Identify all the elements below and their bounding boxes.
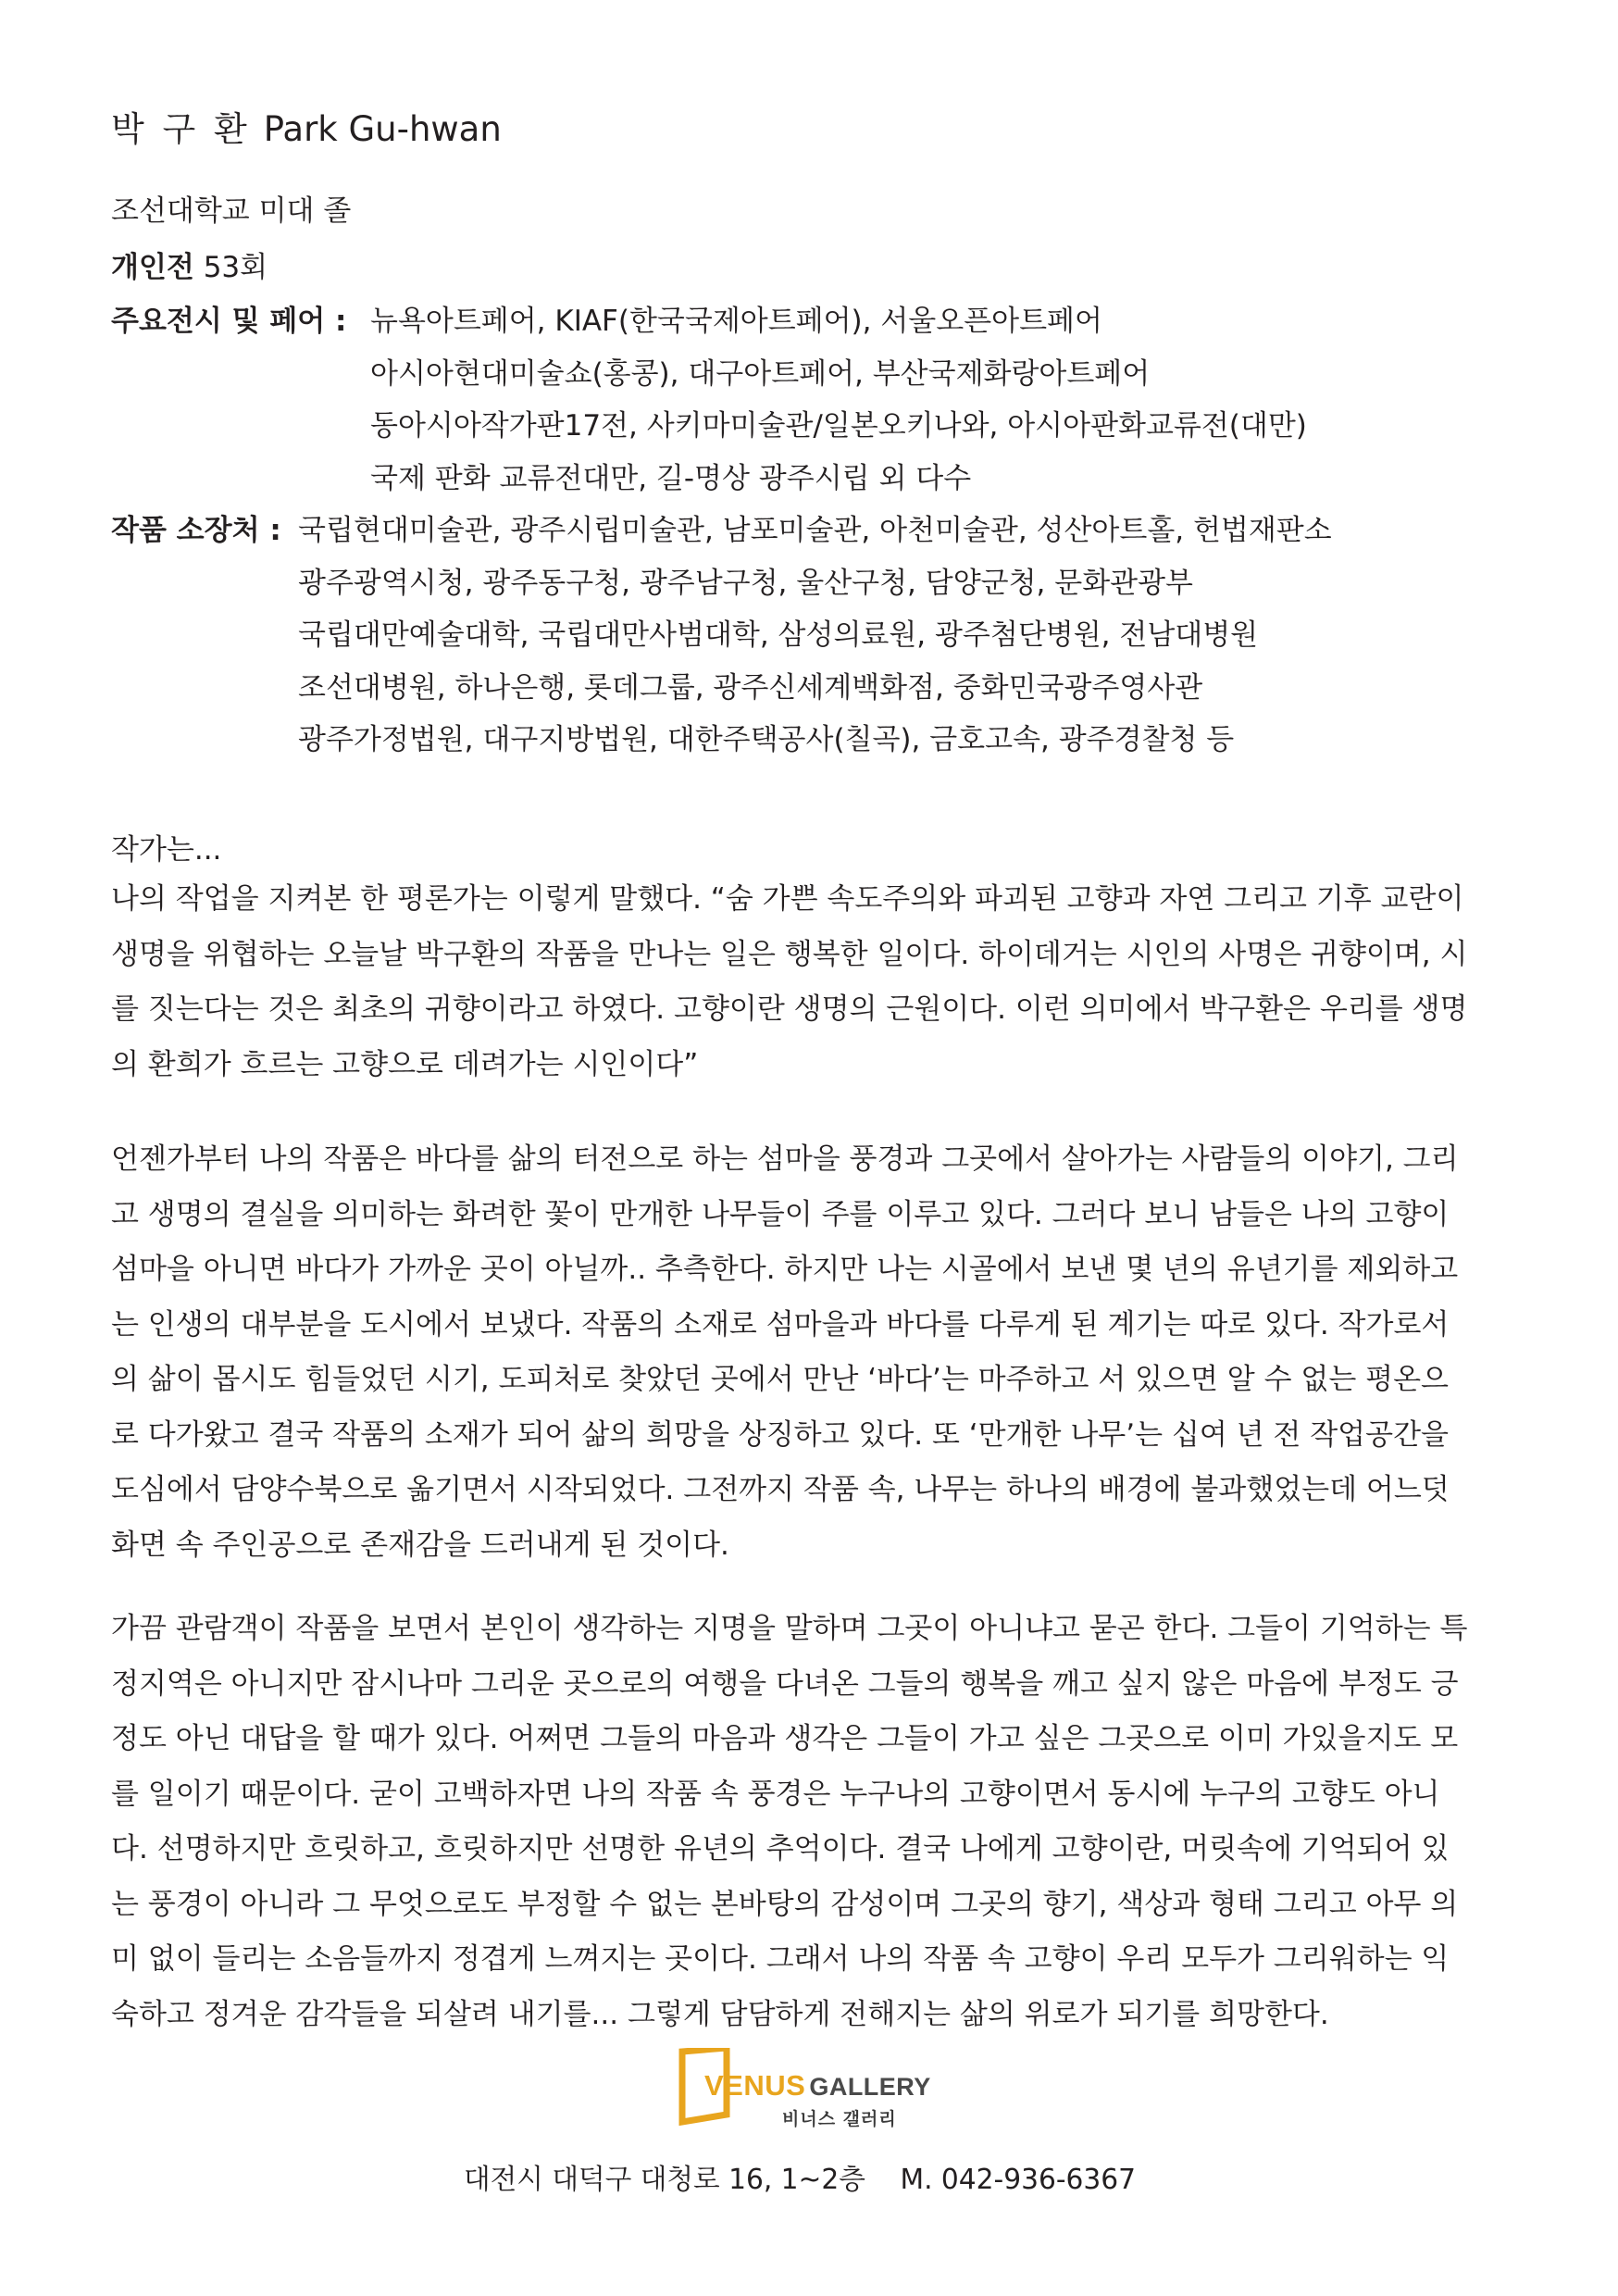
logo-word-venus: VENUS — [704, 2069, 806, 2102]
logo-korean-name: 비너스 갤러리 — [782, 2109, 897, 2129]
exhibitions-item: 뉴욕아트페어, KIAF(한국국제아트페어), 서울오픈아트페어 — [370, 305, 1102, 338]
exhibitions-item: 아시아현대미술쇼(홍콩), 대구아트페어, 부산국제화랑아트페어 — [370, 357, 1151, 391]
collections-item: 국립현대미술관, 광주시립미술관, 남포미술관, 아천미술관, 성산아트홀, 헌법재판소 — [298, 514, 1332, 547]
essay-line: 다. 선명하지만 흐릿하고, 흐릿하지만 선명한 유년의 추억이다. 결국 나에게 고향이란, 머릿속에 기억되어 있 — [111, 1832, 1450, 1866]
collections-item: 광주광역시청, 광주동구청, 광주남구청, 울산구청, 담양군청, 문화관광부 — [298, 567, 1193, 600]
footer-contact — [0, 2160, 1599, 2201]
essay-line: 생명을 위협하는 오늘날 박구환의 작품을 만나는 일은 행복한 일이다. 하이데거는 시인의 사명은 귀향이며, 시 — [111, 937, 1468, 971]
education-line: 조선대학교 미대 졸 — [111, 194, 352, 228]
essay-line: 언젠가부터 나의 작품은 바다를 삶의 터전으로 하는 섬마을 풍경과 그곳에서 살아가는 사람들의 이야기, 그리 — [111, 1142, 1459, 1176]
essay-line: 를 일이기 때문이다. 굳이 고백하자면 나의 작품 속 풍경은 누구나의 고향이면서 동시에 누구의 고향도 아니 — [111, 1777, 1440, 1811]
essay-line: 는 인생의 대부분을 도시에서 보냈다. 작품의 소재로 섬마을과 바다를 다루게 된 계기는 따로 있다. 작가로서 — [111, 1307, 1450, 1341]
essay-line: 미 없이 들리는 소음들까지 정겹게 느껴지는 곳이다. 그래서 나의 작품 속 고향이 우리 모두가 그리워하는 익 — [111, 1942, 1450, 1976]
essay-line: 고 생명의 결실을 의미하는 화려한 꽃이 만개한 나무들이 주를 이루고 있다. 그러다 보니 남들은 나의 고향이 — [111, 1197, 1450, 1231]
artist-name-heading — [111, 104, 502, 156]
essay-line: 숙하고 정겨운 감각들을 되살려 내기를... 그렇게 담담하게 전해지는 삶의 위로가 되기를 희망한다. — [111, 1997, 1329, 2031]
solo-exhibition-label: 개인전 — [111, 251, 194, 284]
collections-item: 국립대만예술대학, 국립대만사범대학, 삼성의료원, 광주첨단병원, 전남대병원 — [298, 618, 1259, 652]
footer-address: 대전시 대덕구 대청로 16, 1~2층 — [463, 2164, 865, 2196]
collections-label: 작품 소장처 : — [111, 514, 281, 547]
venus-gallery-logo — [678, 2044, 956, 2129]
essay-line: 가끔 관람객이 작품을 보면서 본인이 생각하는 지명을 말하며 그곳이 아니냐고 묻곤 한다. 그들이 기억하는 특 — [111, 1612, 1468, 1645]
footer-phone: M. 042-936-6367 — [900, 2164, 1137, 2196]
essay-paragraph-1 — [111, 872, 1518, 1092]
essay-line: 화면 속 주인공으로 존재감을 드러내게 된 것이다. — [111, 1528, 729, 1562]
essay-line: 의 환희가 흐르는 고향으로 데려가는 시인이다” — [111, 1047, 699, 1081]
collections-item: 광주가정법원, 대구지방법원, 대한주택공사(칠곡), 금호고속, 광주경찰청 등 — [298, 723, 1235, 756]
logo-wordmark — [704, 2069, 931, 2103]
exhibitions-label: 주요전시 및 페어 : — [111, 305, 347, 338]
essay-line: 정도 아닌 대답을 할 때가 있다. 어쩌면 그들의 마음과 생각은 그들이 가고 싶은 그곳으로 이미 가있을지도 모 — [111, 1722, 1459, 1755]
essay-paragraph-2 — [111, 1132, 1518, 1573]
solo-exhibition-count: 53회 — [203, 251, 268, 284]
artist-name-korean: 박 구 환 — [111, 109, 251, 149]
essay-line: 의 삶이 몹시도 힘들었던 시기, 도피처로 찾았던 곳에서 만난 ‘바다’는 마주하고 서 있으면 알 수 없는 평온으 — [111, 1363, 1449, 1396]
exhibitions-item: 동아시아작가판17전, 사키마미술관/일본오키나와, 아시아판화교류전(대만) — [370, 409, 1307, 443]
exhibitions-item: 국제 판화 교류전대만, 길-명상 광주시립 외 다수 — [370, 462, 972, 495]
solo-exhibition-line — [111, 243, 268, 293]
artist-name-english: Park Gu-hwan — [263, 109, 502, 149]
essay-heading: 작가는... — [111, 833, 222, 867]
essay-line: 로 다가왔고 결국 작품의 소재가 되어 삶의 희망을 상징하고 있다. 또 ‘만개한 나무’는 십여 년 전 작업공간을 — [111, 1417, 1449, 1452]
collections-item: 조선대병원, 하나은행, 롯데그룹, 광주신세계백화점, 중화민국광주영사관 — [298, 671, 1203, 705]
essay-line: 나의 작업을 지켜본 한 평론가는 이렇게 말했다. “숨 가쁜 속도주의와 파괴된 고향과 자연 그리고 기후 교란이 — [111, 882, 1464, 916]
essay-line: 도심에서 담양수북으로 옮기면서 시작되었다. 그전까지 작품 속, 나무는 하나의 배경에 불과했었는데 어느덧 — [111, 1473, 1450, 1506]
essay-paragraph-3 — [111, 1602, 1518, 2042]
logo-word-gallery: GALLERY — [809, 2073, 931, 2101]
essay-line: 섬마을 아니면 바다가 가까운 곳이 아닐까.. 추측한다. 하지만 나는 시골에서 보낸 몇 년의 유년기를 제외하고 — [111, 1253, 1459, 1286]
essay-line: 는 풍경이 아니라 그 무엇으로도 부정할 수 없는 본바탕의 감성이며 그곳의 향기, 색상과 형태 그리고 아무 의 — [111, 1887, 1459, 1921]
essay-line: 정지역은 아니지만 잠시나마 그리운 곳으로의 여행을 다녀온 그들의 행복을 깨고 싶지 않은 마음에 부정도 긍 — [111, 1666, 1459, 1701]
essay-line: 를 짓는다는 것은 최초의 귀향이라고 하였다. 고향이란 생명의 근원이다. 이런 의미에서 박구환은 우리를 생명 — [111, 992, 1468, 1026]
